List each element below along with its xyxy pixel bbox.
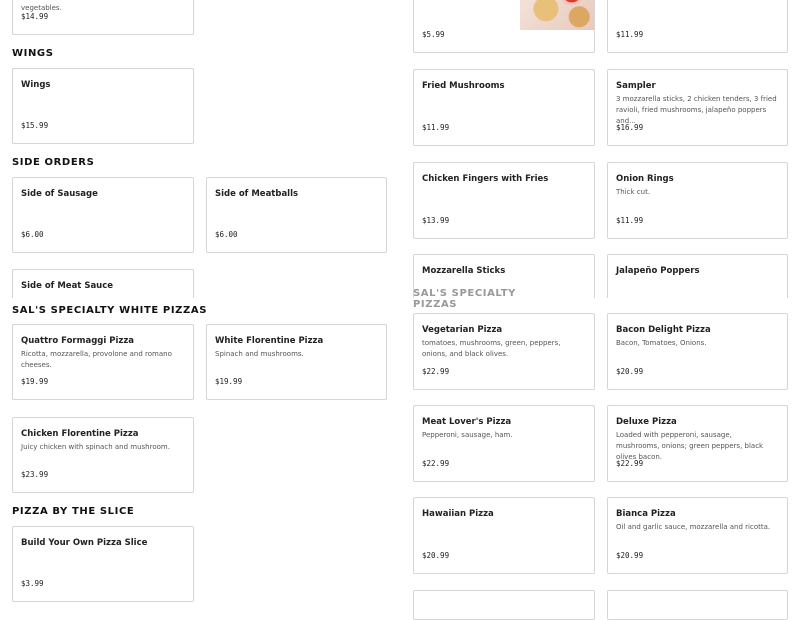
section-title-wings: WINGS (12, 48, 54, 59)
menu-item-card[interactable] (12, 177, 194, 253)
item-description: Thick cut. (616, 188, 651, 196)
item-price: $19.99 (21, 377, 49, 386)
item-price: $11.99 (616, 30, 644, 39)
item-price: $11.99 (422, 123, 450, 132)
item-description: tomatoes, mushrooms, green, peppers, onions, and black olives. (422, 339, 561, 358)
item-name: Hawaiian Pizza (422, 509, 494, 519)
item-description: Pepperoni, sausage, ham. (422, 431, 513, 439)
menu-item-card[interactable] (12, 526, 194, 602)
item-name: Bacon Delight Pizza (616, 325, 711, 335)
item-name: Jalapeño Poppers (616, 266, 700, 276)
menu-item-card[interactable] (206, 177, 387, 253)
menu-item-card[interactable] (12, 324, 194, 400)
item-description: Juicy chicken with spinach and mushroom. (21, 443, 170, 451)
menu-item-card[interactable] (607, 405, 788, 482)
item-name: Fried Mushrooms (422, 81, 505, 91)
item-price: $15.99 (21, 121, 49, 130)
item-name: Wings (21, 80, 51, 90)
menu-item-card[interactable] (607, 162, 788, 239)
menu-item-card[interactable] (413, 69, 595, 146)
menu-item-card[interactable] (413, 0, 595, 53)
item-description: Oil and garlic sauce, mozzarella and ricotta. (616, 523, 771, 531)
item-price: $23.99 (21, 470, 49, 479)
item-price: $6.00 (21, 230, 44, 239)
item-name: White Florentine Pizza (215, 336, 324, 346)
item-name: Quattro Formaggi Pizza (21, 336, 135, 346)
item-price: $16.99 (616, 123, 644, 132)
section-title-clip (413, 288, 553, 310)
menu-item-card[interactable] (607, 69, 788, 146)
menu-item-card[interactable] (607, 497, 788, 574)
item-name: Mozzarella Sticks (422, 266, 506, 276)
item-name: Vegetarian Pizza (422, 325, 503, 335)
item-price: $20.99 (616, 367, 644, 376)
item-name: Chicken Fingers with Fries (422, 174, 549, 184)
item-description: Ricotta, mozzarella, provolone and romano cheeses. (21, 350, 172, 369)
item-name: Build Your Own Pizza Slice (21, 538, 148, 548)
menu-item-card[interactable] (413, 162, 595, 239)
item-name: Side of Sausage (21, 189, 98, 199)
item-price: $22.99 (422, 459, 450, 468)
section-title-side-orders: SIDE ORDERS (12, 157, 95, 168)
section-title-white-pizzas: SAL'S SPECIALTY WHITE PIZZAS (12, 305, 208, 316)
menu-item-card[interactable] (607, 254, 788, 304)
food-image (520, 0, 594, 30)
menu-item-card[interactable] (12, 417, 194, 493)
item-name: Side of Meat Sauce (21, 281, 114, 291)
item-name: Side of Meatballs (215, 189, 299, 199)
item-name: Onion Rings (616, 174, 674, 184)
menu-item-card[interactable] (607, 313, 788, 390)
item-price: $3.99 (21, 579, 44, 588)
menu-item-card[interactable] (413, 405, 595, 482)
item-description: 3 mozzarella sticks, 2 chicken tenders, 3 fried ravioli, fried mushrooms, jalapeño poppers and... (616, 95, 777, 125)
item-price: $13.99 (422, 216, 450, 225)
item-description: vegetables. (21, 4, 62, 12)
item-price: $14.99 (21, 12, 49, 21)
section-title-slice: PIZZA BY THE SLICE (12, 506, 135, 517)
item-price: $22.99 (616, 459, 644, 468)
menu-item-card[interactable] (607, 0, 788, 53)
menu-item-card[interactable] (413, 497, 595, 574)
item-price: $22.99 (422, 367, 450, 376)
item-description: Loaded with pepperoni, sausage, mushrooms, onions; green peppers, black olives bacon. (616, 431, 764, 461)
menu-item-card[interactable] (413, 313, 595, 390)
item-price: $5.99 (422, 30, 445, 39)
item-price: $6.00 (215, 230, 238, 239)
item-name: Sampler (616, 81, 656, 91)
item-description: Spinach and mushrooms. (215, 350, 304, 358)
item-name: Chicken Florentine Pizza (21, 429, 139, 439)
item-price: $20.99 (422, 551, 450, 560)
item-name: Bianca Pizza (616, 509, 676, 519)
item-description: Bacon, Tomatoes, Onions. (616, 339, 707, 347)
menu-item-card[interactable] (12, 68, 194, 144)
section-title-specialty-pizzas: SAL'S SPECIALTY PIZZAS (413, 288, 516, 310)
item-name: Meat Lover's Pizza (422, 417, 512, 427)
item-price: $11.99 (616, 216, 644, 225)
item-price: $20.99 (616, 551, 644, 560)
menu-item-card[interactable] (12, 0, 194, 35)
menu-item-card[interactable] (206, 324, 387, 400)
menu-item-card[interactable] (607, 590, 788, 620)
item-price: $19.99 (215, 377, 243, 386)
item-name: Deluxe Pizza (616, 417, 677, 427)
menu-item-card[interactable] (413, 590, 595, 620)
